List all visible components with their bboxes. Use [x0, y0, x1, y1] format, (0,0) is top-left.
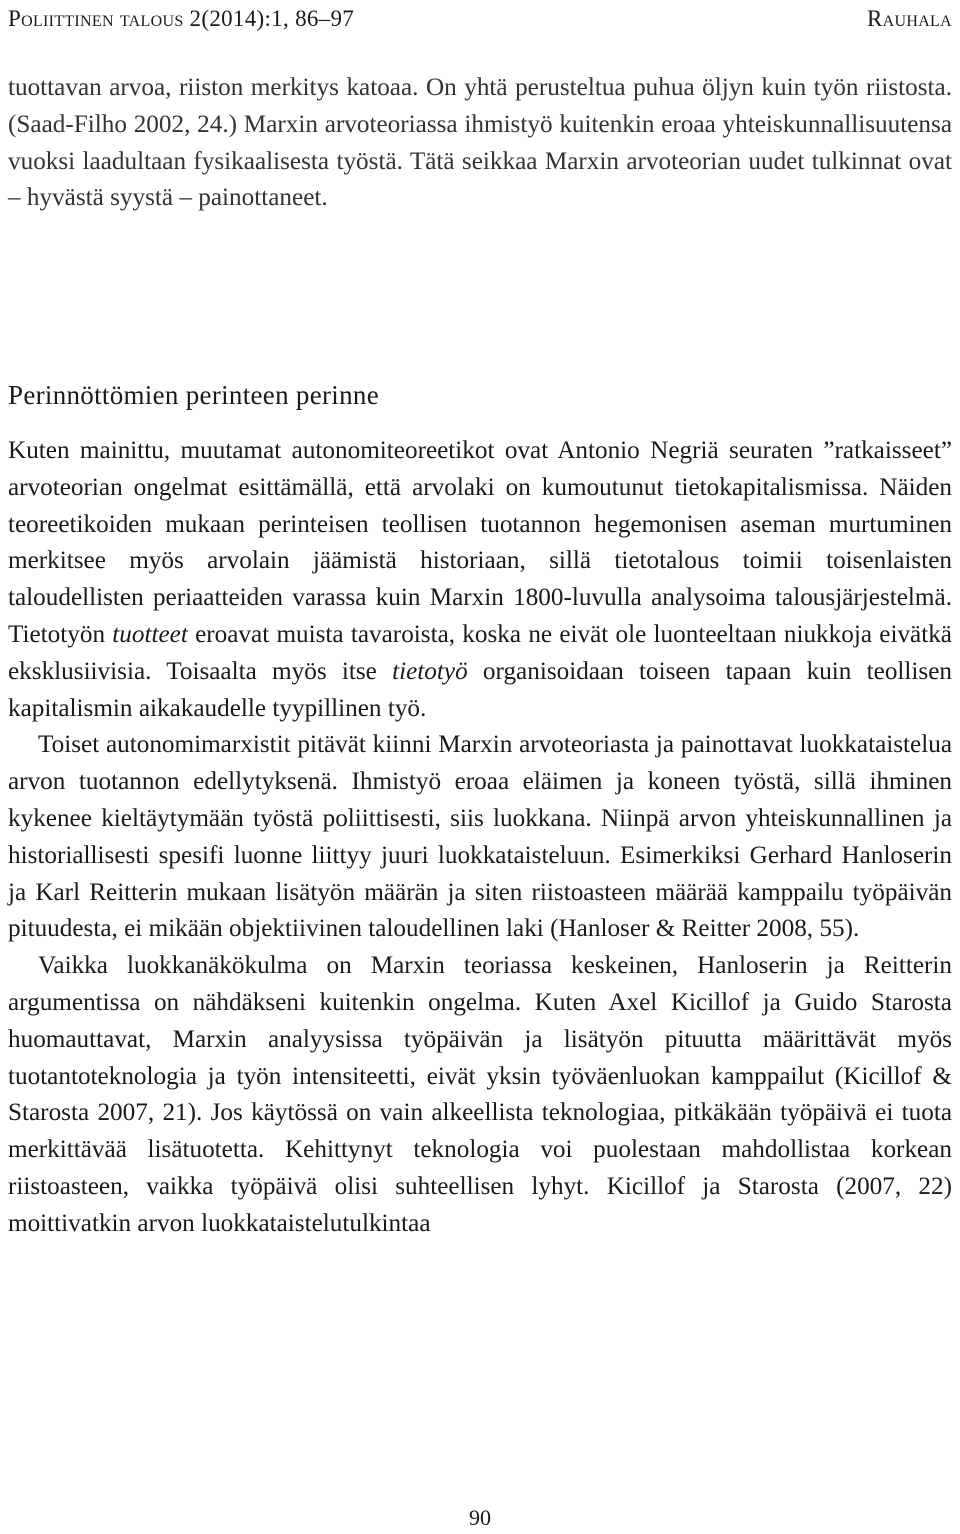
- paragraph: [8, 433, 952, 727]
- paragraph: [8, 948, 952, 1242]
- article-author: Rauhala: [867, 6, 952, 31]
- emphasis-text: tuotteet: [112, 620, 188, 648]
- paragraph-continued: [8, 70, 952, 217]
- paragraph-text: Toiset autonomimarxistit pitävät kiinni Marxin arvoteoriasta ja painottavat luokkataistelua arvon tuotannon edellytyksenä. Ihmistyö eroaa eläimen ja koneen työstä, sillä ihminen kykenee kieltäytymään työstä poliittisesti, siis luokkana. Niinpä arvon yhteiskunnallinen ja historiallisesti spesifi luonne liittyy juuri luokkataisteluun. Esimerkiksi Gerhard Hanloserin ja Karl Reitterin mukaan lisätyön määrän ja siten riistoasteen määrää kamppailu työpäivän pituudesta, ei mikään objektiivinen taloudellinen laki (Hanloser & Reitter 2008, 55).: [8, 731, 952, 943]
- paragraph-text: Vaikka luokkanäkökulma on Marxin teoriassa keskeinen, Hanloserin ja Reitterin argumentissa on nähdäkseni kuitenkin ongelma. Kuten Axel Kicillof ja Guido Starosta huomauttavat, Marxin analyysissa työpäivän ja lisätyön pituutta määrittävät myös tuotantoteknologia ja työn intensiteetti, eivät yksin työväenluokan kamppailut (Kicillof & Starosta 2007, 21). Jos käytössä on vain alkeellista teknologiaa, pitkäkään työpäivä ei tuota merkittävää lisätuotetta. Kehittynyt teknologia voi puolestaan mahdollistaa korkean riistoasteen, vaikka työpäivä olisi suhteellisen lyhyt. Kicillof ja Starosta (2007, 22) moittivatkin arvon luokkataistelutulkintaa: [8, 952, 952, 1237]
- paragraph: [8, 70, 952, 217]
- emphasis-text: tietotyö: [392, 657, 468, 685]
- journal-citation: Poliittinen talous 2(2014):1, 86–97: [8, 6, 355, 31]
- paragraph-text: eroavat muista tavaroista, koska ne eivät ole luonteeltaan niukkoja eivätkä eksklusiivisia. Toisaalta myös itse: [8, 620, 952, 685]
- section-heading: Perinnöttömien perinteen perinne: [8, 380, 379, 411]
- paragraph: [8, 727, 952, 948]
- paragraph-text: Kuten mainittu, muutamat autonomiteoreetikot ovat Antonio Negriä seuraten ”ratkaisseet” arvoteorian ongelmat esittämällä, että arvolaki on kumoutunut tietokapitalismissa. Näiden teoreetikoiden mukaan perinteisen teollisen tuotannon hegemonisen aseman murtuminen merkitsee myös arvolain jäämistä historiaan, sillä tietotalous toimii toisenlaisten taloudellisten periaatteiden varassa kuin Marxin 1800-luvulla analysoima talousjärjestelmä. Tietotyön: [8, 437, 952, 648]
- section-body: [8, 433, 952, 1243]
- running-head: [8, 6, 952, 40]
- paragraph-text: organisoidaan toiseen tapaan kuin teollisen kapitalismin aikakaudelle tyypillinen työ.: [8, 657, 952, 722]
- page-number: 90: [469, 1505, 491, 1530]
- paragraph-text: tuottavan arvoa, riiston merkitys katoaa. On yhtä perusteltua puhua öljyn kuin työn riistosta. (Saad-Filho 2002, 24.) Marxin arvoteoriassa ihmistyö kuitenkin eroaa yhteiskunnallisuutensa vuoksi laadultaan fysikaalisesta työstä. Tätä seikkaa Marxin arvoteorian uudet tulkinnat ovat – hyvästä syystä – painottaneet.: [8, 74, 952, 212]
